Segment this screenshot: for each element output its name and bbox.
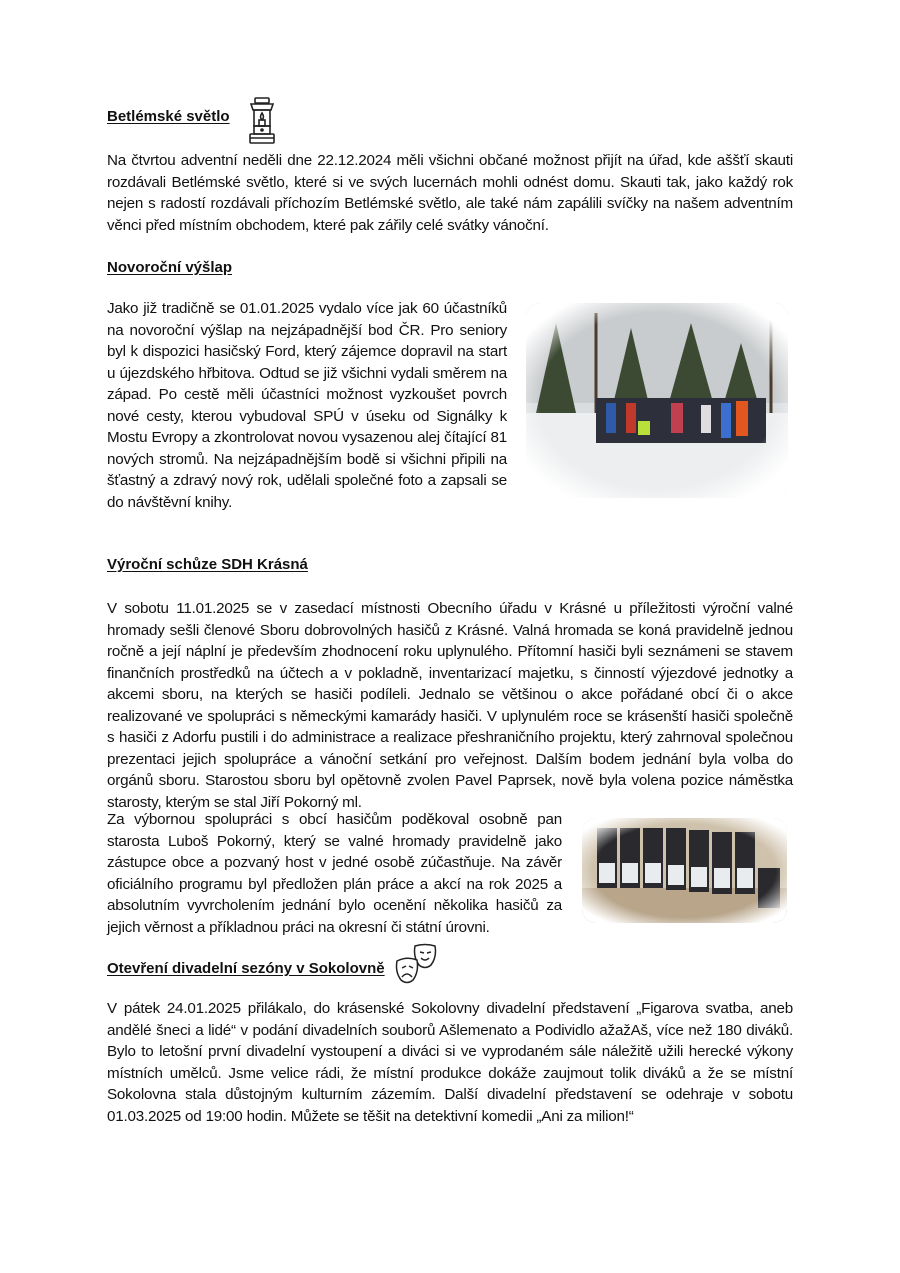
section-heading-betlemske-svetlo: Betlémské světlo	[107, 108, 230, 125]
paragraph-vyrocni-schuze-1: V sobotu 11.01.2025 se v zasedací místnosti Obecního úřadu v Krásné u příležitosti výroční valné hromady sešli členové Sboru dobrovolných hasičů z Krásné. Valná hromada se koná pravidelně jednou ročně a její náplní je především zhodnocení roku uplynulého. Přítomní hasiči byli seznámeni se stavem finančních prostředků na účtech a v pokladně, inventarizací majetku, s činností výjezdové jednotky a akcemi sboru, na kterých se hasiči podíleli. Jednalo se většinou o akce pořádané obcí či o akce realizované ve spolupráci s německými kamarády hasiči. V uplynulém roce se krásenští hasiči společně s hasiči z Adorfu pustili i do administrace a realizace přeshraničního projektu, který zahrnoval společnou prezentaci jejich spolupráce a vánoční setkání pro veřejnost. Dalším bodem jednání byla volba do orgánů sboru. Starostou sboru byl opětovně zvolen Pavel Paprsek, nově byla volena pozice náměstka starosty, kterým se stal Jiří Pokorný ml.	[107, 600, 793, 811]
theater-masks-icon	[393, 943, 441, 987]
paragraph-divadelni-sezona: V pátek 24.01.2025 přilákalo, do krásenské Sokolovny divadelní představení „Figarova svatba, aneb andělé šneci a lidé“ v podání divadelních souborů Ašlemenato a Podividlo ažažAš, více než 180 diváků. Bylo to letošní první divadelní vystoupení a diváci si ve vyprodaném sále náležitě užili herecké výkony místních umělců. Jsme velice rádi, že místní produkce dokáže zaujmout tolik diváků a že se místní Sokolovna stala důstojným kulturním zázemím. Další divadelní představení se odehraje v sobotu 01.03.2025 od 19:00 hodin. Můžete se těšit na detektivní komedii „Ani za milion!“	[107, 1000, 793, 1125]
section-heading-divadelni-sezona: Otevření divadelní sezóny v Sokolovně	[107, 960, 385, 977]
paragraph-vyrocni-schuze-2: Za výbornou spolupráci s obcí hasičům poděkoval osobně pan starosta Luboš Pokorný, který se valné hromady pravidelně jako zástupce obce a pozvaný host v jedné osobě zúčastňuje. Na závěr oficiálního programu byl předložen plán práce a akcí na rok 2025 a absolutním vyvrcholením jednání bylo ocenění několika hasičů za jejich věrnost a příkladnou práci na okresní či státní úrovni.	[107, 811, 562, 936]
lantern-icon	[245, 96, 279, 146]
section-heading-vyrocni-schuze: Výroční schůze SDH Krásná	[107, 556, 308, 573]
award-medals-photo	[582, 818, 787, 923]
paragraph-novorocni-vyslap: Jako již tradičně se 01.01.2025 vydalo více jak 60 účastníků na novoroční výšlap na nejzápadnější bod ČR. Pro seniory byl k dispozici hasičský Ford, který zájemce dopravil na start u újezdského hřbitova. Odtud se již všichni vydali směrem na západ. Po cestě měli účastníci možnost vyzkoušet povrch nové cesty, kterou vybudoval SPÚ v úseku od Signálky k Mostu Evropy a zkontrolovat novou vysazenou alej čítající 81 nových stromů. Na nejzápadnějším bodě si všichni připili na šťastný a zdravý nový rok, udělali společné foto a zapsali se do návštěvní knihy.	[107, 300, 507, 511]
section-heading-novorocni-vyslap: Novoroční výšlap	[107, 259, 233, 276]
group-photo-snowy-forest	[526, 303, 788, 498]
paragraph-betlemske-svetlo: Na čtvrtou adventní neděli dne 22.12.2024 měli všichni občané možnost přijít na úřad, kde aššťí skauti rozdávali Betlémské světlo, které si ve svých lucernách mohli odnést domu. Skauti tak, jako každý rok nejen s radostí rozdávali příchozím Betlémské světlo, ale také nám zapálili svíčky na našem adventním věnci před místním obchodem, které pak zářily celé svátky vánoční.	[107, 152, 793, 234]
